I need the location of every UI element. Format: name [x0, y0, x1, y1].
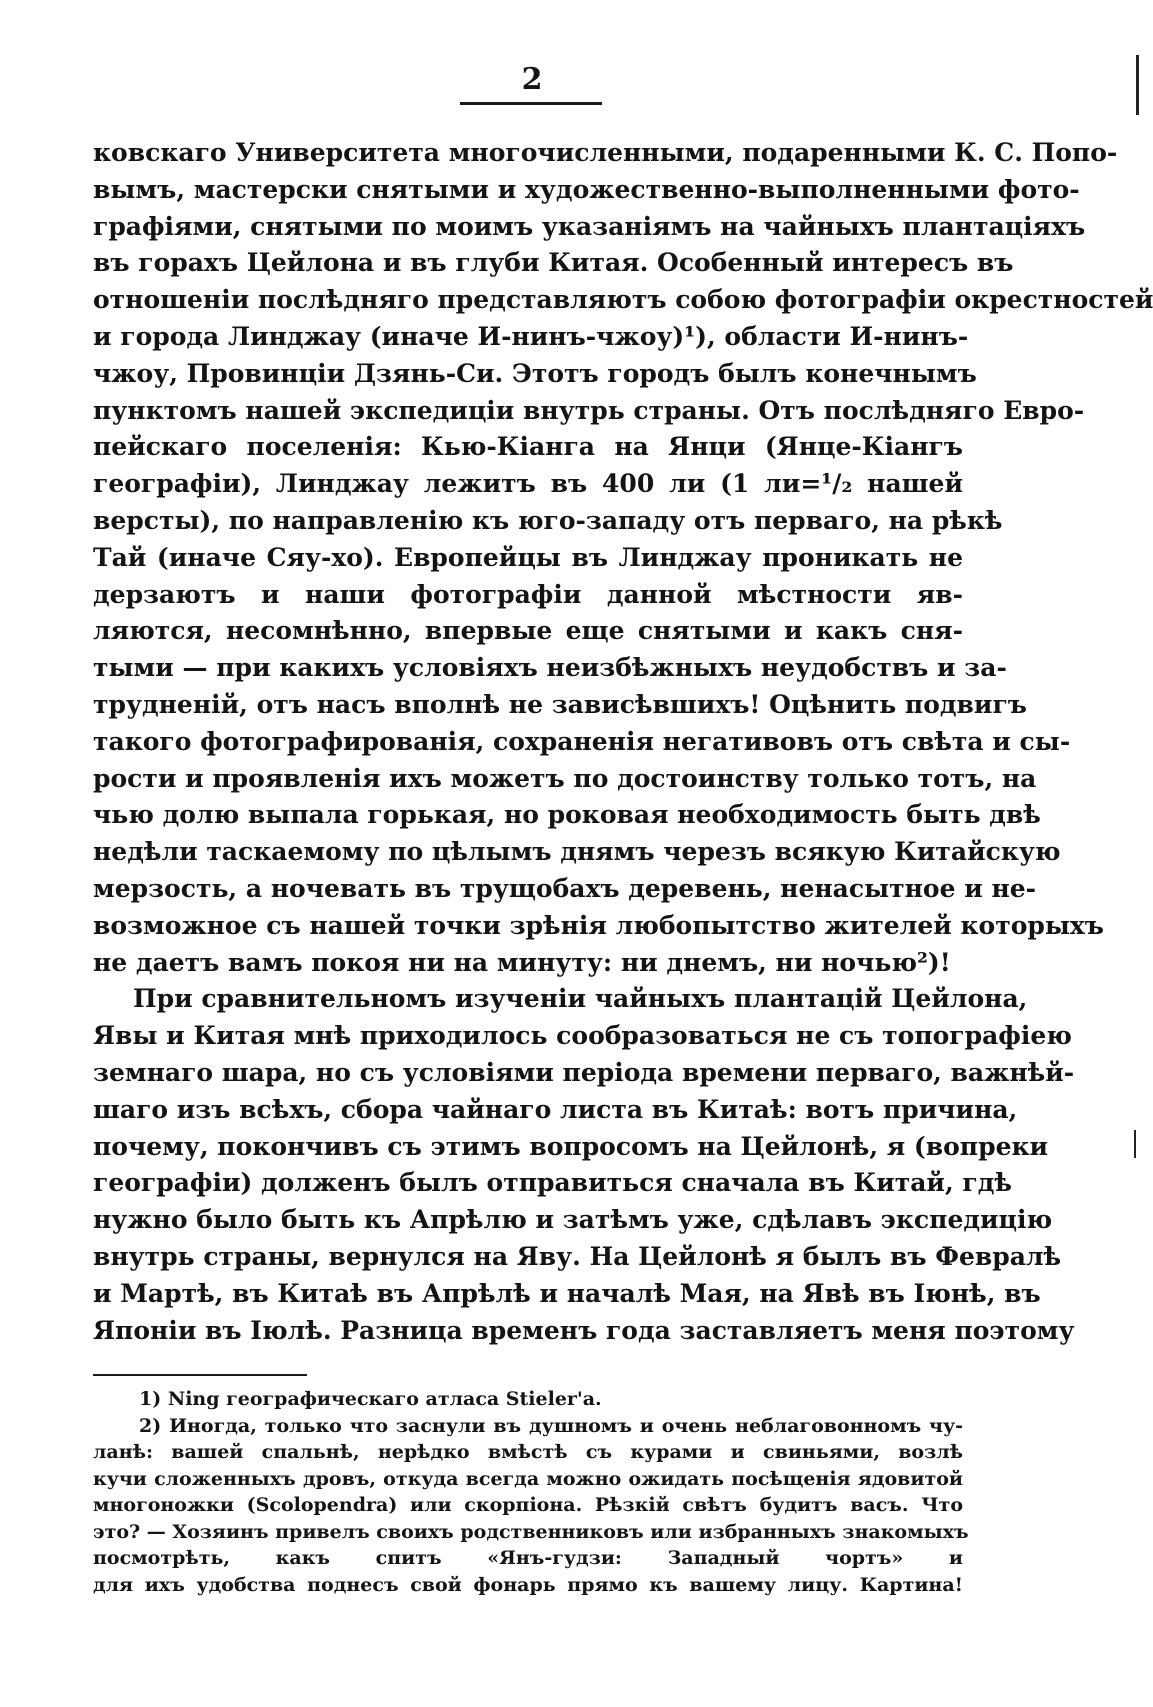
body-line: чью долю выпала горькая, но роковая необходимость быть двѣ: [93, 800, 1041, 830]
body-line: географіи), Линджау лежитъ въ 400 ли (1 ли=¹/₂ нашей: [93, 469, 963, 499]
footnote-line: для ихъ удобства поднесъ свой фонарь прямо къ вашему лицу. Картина!: [93, 1573, 963, 1596]
body-line: Тай (иначе Сяу-хо). Европейцы въ Линджау проникать не: [93, 542, 963, 572]
footnote-line: ланѣ: вашей спальнѣ, нерѣдко вмѣстѣ съ курами и свиньями, возлѣ: [93, 1441, 963, 1463]
body-line: При сравнительномъ изученіи чайныхъ плантацій Цейлона,: [133, 984, 1028, 1014]
body-line: и Мартѣ, въ Китаѣ въ Апрѣлѣ и началѣ Мая, на Явѣ въ Іюнѣ, въ: [93, 1278, 1041, 1308]
body-line: ляются, несомнѣнно, впервые еще снятыми и какъ сня-: [93, 616, 963, 646]
body-line: въ горахъ Цейлона и въ глуби Китая. Особенный интересъ въ: [93, 248, 1014, 278]
footnote-line: посмотрѣть, какъ спитъ «Янъ-гудзи: Западный чортъ» и: [93, 1547, 963, 1569]
page-number-rule: [460, 102, 602, 105]
body-line: такого фотографированія, сохраненія негативовъ отъ свѣта и сы-: [93, 726, 1071, 756]
body-line: и города Линджау (иначе И-нинъ-чжоу)¹), области И-нинъ-: [93, 321, 969, 351]
body-line: версты), по направленію къ юго-западу отъ перваго, на рѣкѣ: [93, 505, 1003, 535]
footnote-line: многоножки (Scolopendra) или скорпіона. Рѣзкій свѣтъ будитъ васъ. Что: [93, 1494, 963, 1516]
body-line: Явы и Китая мнѣ приходилось сообразоваться не съ топографіею: [93, 1021, 1072, 1051]
body-line: недѣли таскаемому по цѣлымъ днямъ черезъ всякую Китайскую: [93, 837, 1061, 867]
footnote-line: 2) Иногда, только что заснули въ душномъ и очень неблаговонномъ чу-: [139, 1414, 963, 1437]
body-line: шаго изъ всѣхъ, сбора чайнаго листа въ Китаѣ: вотъ причина,: [93, 1094, 1018, 1124]
footnote-line: 1) Ning географическаго атласа Stieler'a.: [139, 1388, 602, 1410]
footnotes: [93, 1386, 969, 1598]
body-line: не даетъ вамъ покоя ни на минуту: ни днемъ, ни ночью²)!: [93, 947, 951, 977]
body-text: [93, 135, 1153, 1349]
body-line: дерзаютъ и наши фотографіи данной мѣстности яв-: [93, 579, 963, 609]
page-number: 2: [521, 62, 543, 97]
body-line: чжоу, Провинціи Дзянь-Си. Этотъ городъ былъ конечнымъ: [93, 358, 977, 388]
body-line: внутрь страны, вернулся на Яву. На Цейлонѣ я былъ въ Февралѣ: [93, 1241, 1062, 1271]
footnote-line: это? — Хозяинъ привелъ своихъ родственниковъ или избранныхъ знакомыхъ: [93, 1520, 969, 1543]
footnote-rule: [93, 1374, 307, 1376]
body-line: тыми — при какихъ условіяхъ неизбѣжныхъ неудобствъ и за-: [93, 653, 1007, 683]
body-line: графіями, снятыми по моимъ указаніямъ на чайныхъ плантаціяхъ: [93, 211, 1086, 241]
body-line: ковскаго Университета многочисленными, подаренными К. С. Попо-: [93, 138, 1118, 167]
body-line: трудненій, отъ насъ вполнѣ не зависѣвшихъ! Оцѣнить подвигъ: [93, 689, 1027, 719]
body-line: нужно было быть къ Апрѣлю и затѣмъ уже, сдѣлавъ экспедицію: [93, 1205, 1053, 1235]
body-line: географіи) долженъ былъ отправиться сначала въ Китай, гдѣ: [93, 1168, 1012, 1198]
body-line: земнаго шара, но съ условіями періода времени перваго, важнѣй-: [93, 1057, 1075, 1087]
footnote-line: кучи сложенныхъ дровъ, откуда всегда можно ожидать посѣщенія ядовитой: [93, 1467, 963, 1490]
body-line: пейскаго поселенія: Кью-Кіанга на Янци (Янце-Кіангъ: [93, 432, 963, 462]
body-line: отношеніи послѣдняго представляютъ собою фотографіи окрестностей: [93, 285, 1153, 315]
body-line: возможное съ нашей точки зрѣнія любопытство жителей которыхъ: [93, 910, 1104, 940]
body-line: Японіи въ Іюлѣ. Разница временъ года заставляетъ меня поэтому: [93, 1315, 1075, 1345]
scan-edge-mark: [1134, 1130, 1136, 1158]
body-line: пунктомъ нашей экспедиціи внутрь страны. Отъ послѣдняго Евро-: [93, 395, 1085, 425]
body-line: вымъ, мастерски снятыми и художественно-выполненными фото-: [93, 174, 1080, 204]
body-line: почему, покончивъ съ этимъ вопросомъ на Цейлонѣ, я (вопреки: [93, 1131, 1049, 1161]
body-line: рости и проявленія ихъ можетъ по достоинству только тотъ, на: [93, 763, 1037, 793]
scan-edge-mark: [1136, 55, 1139, 115]
body-line: мерзость, а ночевать въ трущобахъ деревень, ненасытное и не-: [93, 873, 1037, 903]
